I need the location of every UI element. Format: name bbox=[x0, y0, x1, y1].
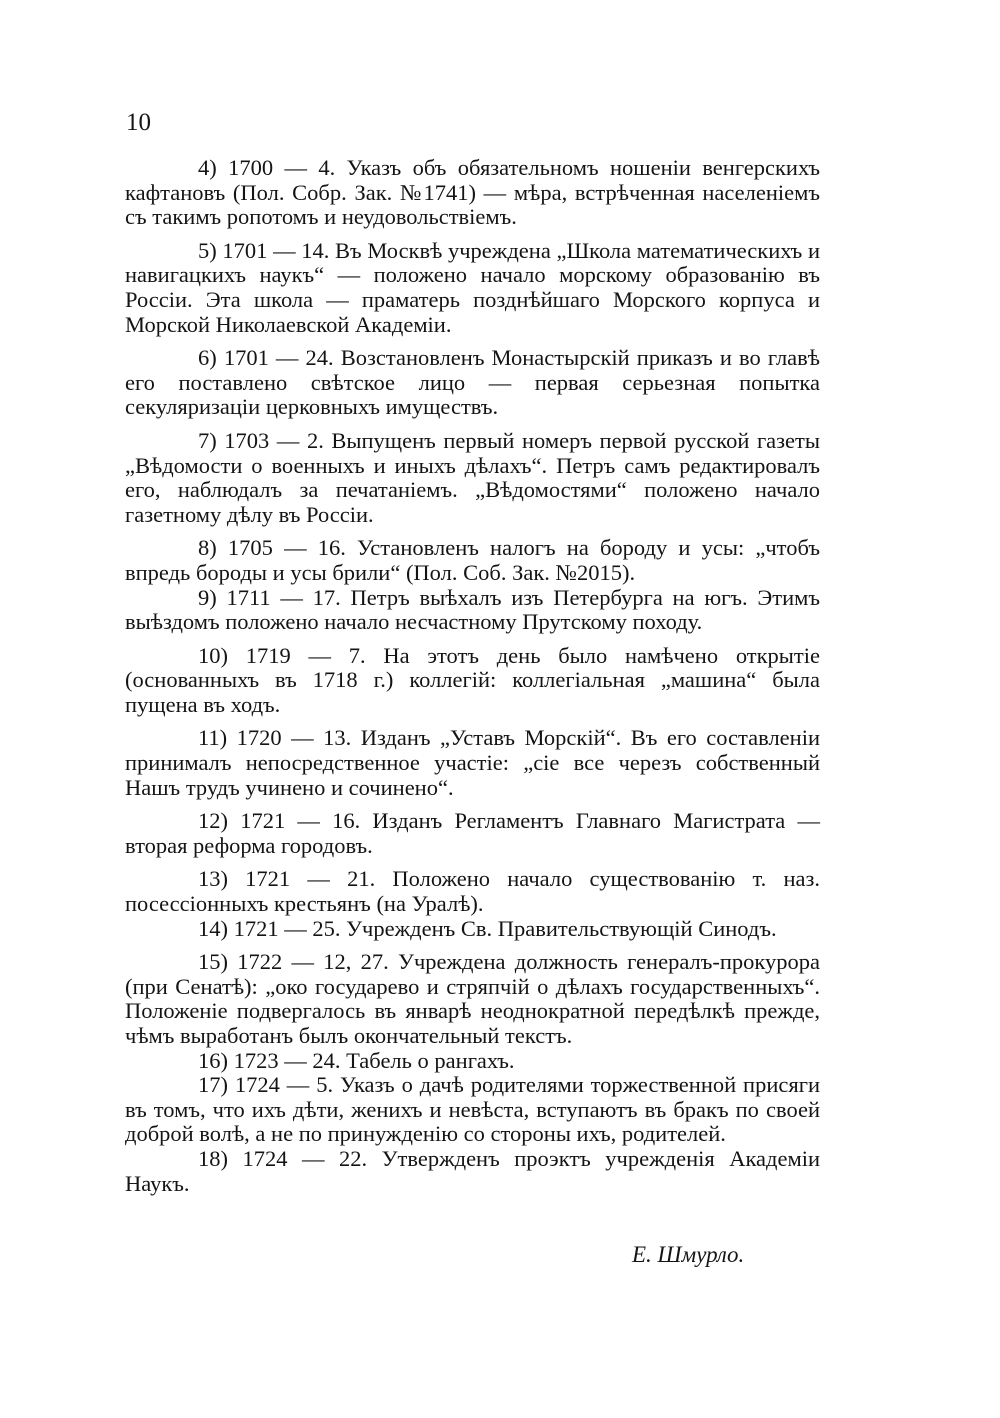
chronology-entry-9: 9) 1711 — 17. Петръ выѣхалъ изъ Петербурга на югъ. Этимъ выѣздомъ положено начало несчастному Прутскому походу. bbox=[125, 584, 820, 635]
author-signature: Е. Шмурло. bbox=[632, 1242, 745, 1267]
chronology-entry-6: 6) 1701 — 24. Возстановленъ Монастырскій приказъ и во главѣ его поставлено свѣтское лицо — первая серьезная попытка секуляризаціи церковныхъ имуществъ. bbox=[125, 345, 820, 420]
chronology-entry-17: 17) 1724 — 5. Указъ о дачѣ родителями торжественной присяги въ томъ, что ихъ дѣти, женихъ и невѣста, вступаютъ въ бракъ по своей доброй волѣ, а не по принужденію со стороны ихъ, родителей. bbox=[125, 1072, 820, 1147]
chronology-entry-7: 7) 1703 — 2. Выпущенъ первый номеръ первой русской газеты „Вѣдомости о военныхъ и иныхъ дѣлахъ“. Петръ самъ редактировалъ его, наблюдалъ за печатаніемъ. „Вѣдомостями“ положено начало газетному дѣлу въ Россіи. bbox=[125, 427, 820, 527]
chronology-list bbox=[125, 156, 820, 1196]
chronology-entry-13: 13) 1721 — 21. Положено начало существованію т. наз. посессіонныхъ крестьянъ (на Уралѣ). bbox=[125, 866, 820, 917]
chronology-entry-8: 8) 1705 — 16. Установленъ налогъ на бороду и усы: „чтобъ впредь бороды и усы брили“ (Пол. Соб. Зак. №2015). bbox=[125, 535, 820, 585]
chronology-entry-10: 10) 1719 — 7. На этотъ день было намѣчено открытіе (основанныхъ въ 1718 г.) коллегій: коллегіальная „машина“ была пущена въ ходъ. bbox=[125, 642, 820, 717]
chronology-entry-4: 4) 1700 — 4. Указъ объ обязательномъ ношеніи венгерскихъ кафтановъ (Пол. Собр. Зак. №1741) — мѣра, встрѣченная населеніемъ съ такимъ ропотомъ и неудовольствіемъ. bbox=[125, 155, 820, 230]
chronology-entry-5: 5) 1701 — 14. Въ Москвѣ учреждена „Школа математическихъ и навигацкихъ наукъ“ — положено начало морскому образованію въ Россіи. Эта школа — праматерь позднѣйшаго Морского корпуса и Морской Николаевской Академіи. bbox=[125, 237, 820, 337]
chronology-entry-18: 18) 1724 — 22. Утвержденъ проэктъ учрежденія Академіи Наукъ. bbox=[125, 1145, 820, 1196]
chronology-entry-16: 16) 1723 — 24. Табель о рангахъ. bbox=[198, 1047, 515, 1073]
chronology-entry-11: 11) 1720 — 13. Изданъ „Уставъ Морскій“. Въ его составленіи принималъ непосредственное участіе: „сіе все черезъ собственный Нашъ трудъ учинено и сочинено“. bbox=[125, 725, 820, 800]
page-number: 10 bbox=[126, 109, 151, 136]
chronology-entry-12: 12) 1721 — 16. Изданъ Регламентъ Главнаго Магистрата — вторая реформа городовъ. bbox=[125, 808, 820, 858]
chronology-entry-15: 15) 1722 — 12, 27. Учреждена должность генералъ-прокурора (при Сенатѣ): „око государево и стряпчій о дѣлахъ государственныхъ“. Положеніе подвергалось въ январѣ неоднократной передѣлкѣ прежде, чѣмъ выработанъ былъ окончательный текстъ. bbox=[125, 949, 820, 1048]
chronology-entry-14: 14) 1721 — 25. Учрежденъ Св. Правительствующій Синодъ. bbox=[198, 915, 777, 941]
